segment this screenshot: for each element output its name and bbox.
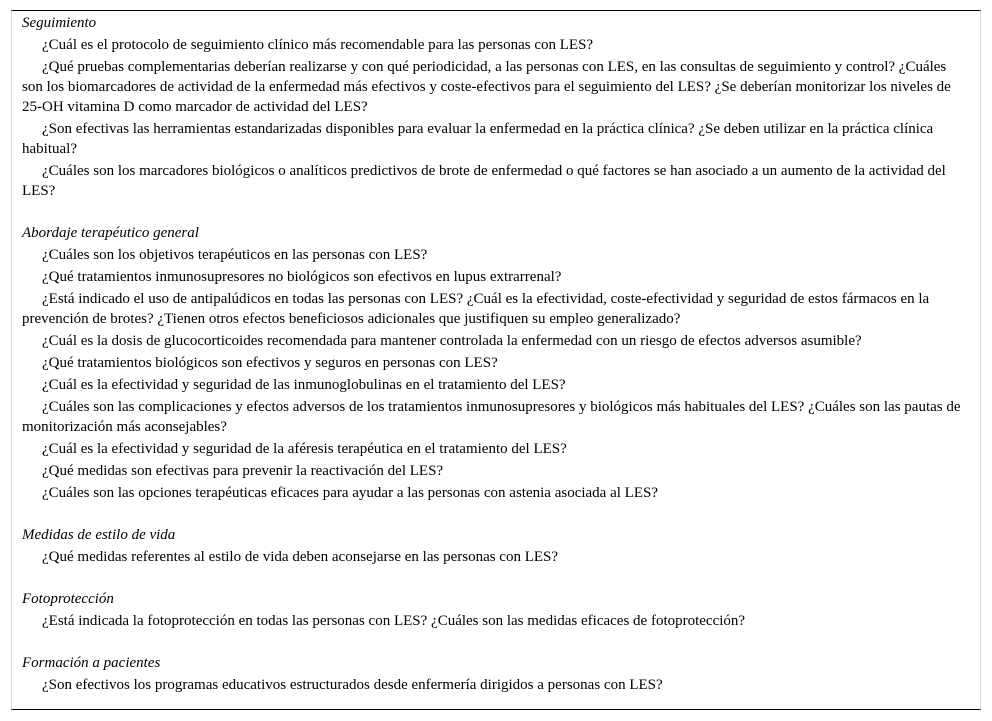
question-item: ¿Cuáles son los marcadores biológicos o analíticos predictivos de brote de enfermedad o qué factores se han asociado a un aumento de la actividad del LES? (22, 163, 946, 199)
question-item: ¿Son efectivas las herramientas estandarizadas disponibles para evaluar la enfermedad en la práctica clínica? ¿Se deben utilizar en la práctica clínica habitual? (22, 121, 934, 157)
question-item: ¿Cuál es la dosis de glucocorticoides recomendada para mantener controlada la enfermedad con un riesgo de efectos adversos asumible? (42, 333, 862, 349)
question-item: ¿Qué medidas son efectivas para prevenir la reactivación del LES? (42, 463, 444, 479)
question-item: ¿Qué tratamientos biológicos son efectivos y seguros en personas con LES? (42, 355, 498, 371)
question-item: ¿Cuáles son las opciones terapéuticas eficaces para ayudar a las personas con astenia asociada al LES? (42, 485, 658, 501)
section-seguimiento (22, 13, 970, 201)
question-item: ¿Qué tratamientos inmunosupresores no biológicos son efectivos en lupus extrarrenal? (42, 269, 562, 285)
section-abordaje-terapeutico (22, 223, 970, 503)
question-item: ¿Cuáles son los objetivos terapéuticos en las personas con LES? (42, 247, 428, 263)
question-item: ¿Cuál es la efectividad y seguridad de la aféresis terapéutica en el tratamiento del LES? (42, 441, 567, 457)
question-item: ¿Cuáles son las complicaciones y efectos adversos de los tratamientos inmunosupresores y biológicos más habituales del LES? ¿Cuáles son las pautas de monitorización más aconsejables? (22, 399, 961, 435)
section-title: Medidas de estilo de vida (22, 527, 176, 543)
section-title: Formación a pacientes (22, 655, 161, 671)
section-estilo-de-vida (22, 525, 970, 567)
questions-table (11, 10, 981, 710)
question-item: ¿Está indicado el uso de antipalúdicos en todas las personas con LES? ¿Cuál es la efectividad, coste-efectividad y seguridad de estos fármacos en la prevención de brotes? ¿Tienen otros efectos beneficiosos adicionales que justifiquen su empleo generalizado? (22, 291, 930, 327)
question-item: ¿Qué medidas referentes al estilo de vida deben aconsejarse en las personas con LES? (42, 549, 559, 565)
section-title: Fotoprotección (22, 591, 114, 607)
section-title: Abordaje terapéutico general (22, 225, 199, 241)
question-item: ¿Cuál es el protocolo de seguimiento clínico más recomendable para las personas con LES? (42, 37, 594, 53)
section-title: Seguimiento (22, 15, 97, 31)
question-item: ¿Son efectivos los programas educativos estructurados desde enfermería dirigidos a personas con LES? (42, 677, 663, 693)
question-item: ¿Está indicada la fotoprotección en todas las personas con LES? ¿Cuáles son las medidas eficaces de fotoprotección? (42, 613, 746, 629)
section-fotoproteccion (22, 589, 970, 631)
question-item: ¿Qué pruebas complementarias deberían realizarse y con qué periodicidad, a las personas con LES, en las consultas de seguimiento y control? ¿Cuáles son los biomarcadores de actividad de la enfermedad más efectivos y coste-efectivos para el seguimiento del LES? ¿Se deberían monitorizar los niveles de 25-OH vitamina D como marcador de actividad del LES? (22, 59, 951, 115)
question-item: ¿Cuál es la efectividad y seguridad de las inmunoglobulinas en el tratamiento del LES? (42, 377, 566, 393)
section-formacion-pacientes (22, 653, 970, 695)
